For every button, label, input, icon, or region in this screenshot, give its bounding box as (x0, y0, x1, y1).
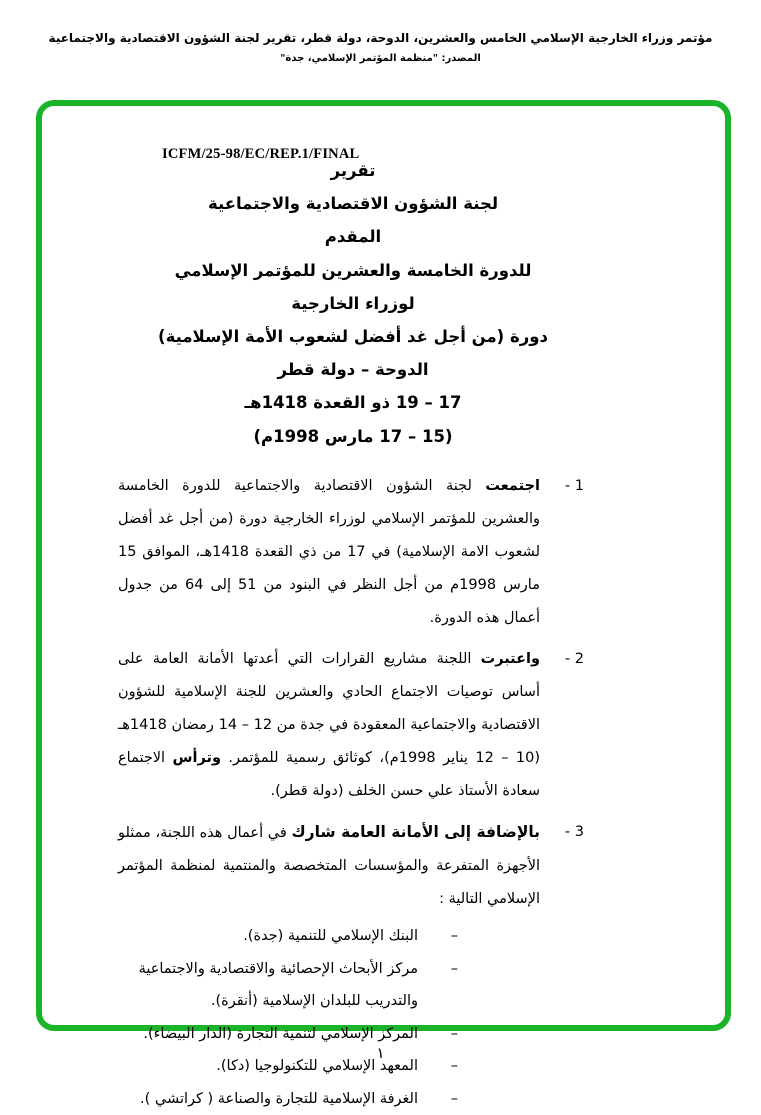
paragraph-2-number: 2 - (565, 643, 584, 676)
paragraph-1-text: لجنة الشؤون الاقتصادية والاجتماعية للدورة الخامسة والعشرين للمؤتمر الإسلامي لوزراء الخارجية دورة (من أجل غد أفضل لشعوب الامة الإسلامية) في 17 من ذي القعدة 1418هـ، الموافق 15 مارس 1998م من أجل النظر في البنود من 51 إلى 64 من جدول أعمال هذه الدورة. (118, 478, 540, 626)
title-line-submitted: المقدم (72, 220, 634, 253)
title-line-committee: لجنة الشؤون الاقتصادية والاجتماعية (72, 187, 634, 220)
title-line-location: الدوحة – دولة قطر (72, 353, 634, 386)
paragraph-1-number: 1 - (565, 470, 584, 503)
list-item-text: المركز الإسلامي لتنمية التجارة (الدار البيضاء). (118, 1018, 418, 1051)
document-body (118, 470, 580, 1115)
list-item-text: المعهد الإسلامي للتكنولوجيا (دكا). (118, 1050, 418, 1083)
organizations-list (118, 920, 580, 1115)
list-item (118, 953, 580, 1018)
paragraph-2-lead: واعتبرت (481, 651, 540, 667)
paragraph-1 (118, 470, 580, 635)
title-line-slogan: دورة (من أجل غد أفضل لشعوب الأمة الإسلامية) (72, 320, 634, 353)
paragraph-3-number: 3 - (565, 816, 584, 849)
paragraph-2-text-b: الاجتماع سعادة الأستاذ علي حسن الخلف (دولة قطر). (118, 750, 540, 799)
header-source-line: المصدر: "منظمة المؤتمر الإسلامي، جدة" (0, 53, 761, 64)
header-title-line: مؤتمر وزراء الخارجية الإسلامي الخامس والعشرين، الدوحة، دولة قطر، تقرير لجنة الشؤون الاقتصادية والاجتماعية (0, 31, 761, 45)
title-line-gregorian-date: (15 – 17 مارس 1998م) (72, 420, 634, 453)
list-item-text: مركز الأبحاث الإحصائية والاقتصادية والاجتماعية والتدريب للبلدان الإسلامية (أنقرة). (118, 953, 418, 1018)
list-item (118, 920, 580, 953)
page-header (0, 31, 761, 64)
title-line-session: للدورة الخامسة والعشرين للمؤتمر الإسلامي (72, 254, 634, 287)
list-item (118, 1083, 580, 1115)
paragraph-3-text: في أعمال هذه اللجنة، ممثلو الأجهزة المتفرعة والمؤسسات المتخصصة والمنتمية لمنظمة المؤتمر الإسلامي التالية : (118, 825, 540, 907)
paragraph-1-lead: اجتمعت (485, 478, 540, 494)
dash-bullet-icon: – (444, 1083, 458, 1115)
title-line-hijri-date: 17 – 19 ذو القعدة 1418هـ (72, 386, 634, 419)
paragraph-2 (118, 643, 580, 808)
document-title-block (72, 154, 634, 453)
list-item-text: البنك الإسلامي للتنمية (جدة). (118, 920, 418, 953)
document-frame (36, 100, 731, 1031)
paragraph-2-lead-2: وترأس (173, 750, 221, 766)
title-line-report: تقرير (72, 154, 634, 187)
page-number: ١ (0, 1044, 761, 1062)
list-item-text: الغرفة الإسلامية للتجارة والصناعة ( كراتشي ). (118, 1083, 418, 1115)
dash-bullet-icon: – (444, 920, 458, 953)
paragraph-3-lead: بالإضافة إلى الأمانة العامة شارك (291, 823, 540, 841)
dash-bullet-icon: – (444, 1050, 458, 1083)
paragraph-2-text-a: اللجنة مشاريع القرارات التي أعدتها الأمانة العامة على أساس توصيات الاجتماع الحادي والعشرين للجنة الإسلامية للشؤون الاقتصادية والاجتماعية المعقودة في جدة من 12 – 14 رمضان 1418هـ (10 – 12 يناير 1998م)، كوثائق رسمية للمؤتمر. (118, 651, 540, 766)
title-line-ministers: لوزراء الخارجية (72, 287, 634, 320)
dash-bullet-icon: – (444, 1018, 458, 1051)
dash-bullet-icon: – (444, 953, 458, 1018)
document-reference-number: ICFM/25-98/EC/REP.1/FINAL (162, 146, 359, 163)
paragraph-3 (118, 816, 580, 916)
